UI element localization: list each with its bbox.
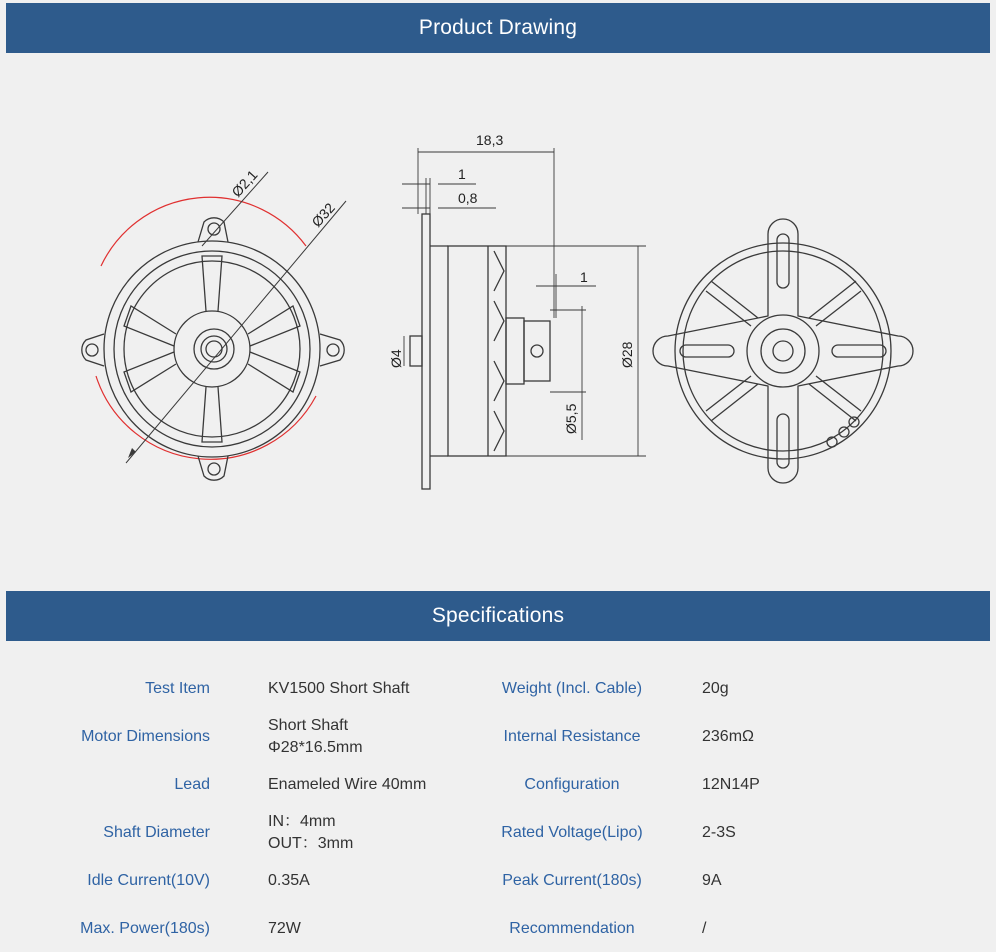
- spec-value: [268, 678, 409, 700]
- spec-value-line: 12N14P: [702, 776, 760, 793]
- spec-value: [268, 774, 426, 796]
- spec-value: [702, 678, 729, 700]
- dim-outer-diameter: Ø32: [308, 199, 338, 231]
- dim-flange-thickness: 1: [458, 166, 466, 182]
- spec-value-line: Enameled Wire 40mm: [268, 776, 427, 793]
- spec-label: Weight (Incl. Cable): [501, 680, 643, 697]
- dim-shaft-diameter: Ø4: [388, 349, 404, 368]
- specifications-header: [6, 591, 990, 641]
- spec-value-line: 236mΩ: [702, 728, 754, 745]
- spec-value-line: /: [702, 920, 707, 937]
- spec-value-line: Short Shaft: [268, 717, 349, 734]
- spec-value: [702, 870, 722, 892]
- product-drawing: [6, 56, 990, 588]
- spec-value: [268, 918, 301, 940]
- spec-row: [6, 666, 990, 712]
- spec-value: [268, 811, 353, 855]
- spec-label: Max. Power(180s): [80, 920, 210, 937]
- spec-value: [702, 726, 754, 748]
- spec-row: [6, 762, 990, 808]
- spec-value: [702, 918, 706, 940]
- product-drawing-header: [6, 3, 990, 53]
- spec-value: [268, 870, 310, 892]
- spec-label: Idle Current(10V): [87, 872, 210, 889]
- spec-label: Motor Dimensions: [81, 728, 210, 745]
- dim-flange-gap: 0,8: [458, 190, 478, 206]
- spec-label: Rated Voltage(Lipo): [501, 824, 643, 841]
- spec-value-line: 9A: [702, 872, 722, 889]
- dim-collar-diameter: Ø5,5: [563, 403, 579, 434]
- spec-value-line: IN：4mm: [268, 813, 336, 830]
- spec-label: Shaft Diameter: [103, 824, 210, 841]
- spec-value: [268, 715, 363, 759]
- product-drawing-title: Product Drawing: [418, 16, 578, 39]
- dim-total-length: 18,3: [476, 132, 504, 148]
- spec-value: [702, 822, 736, 844]
- spec-row: [6, 714, 990, 760]
- spec-label: Recommendation: [509, 920, 635, 937]
- dim-shaft-length: 1: [580, 269, 588, 285]
- spec-value-line: 72W: [268, 920, 301, 937]
- specifications-table: [6, 660, 990, 943]
- spec-row: [6, 810, 990, 856]
- spec-value-line: Φ28*16.5mm: [268, 739, 363, 756]
- spec-value: [702, 774, 760, 796]
- side-view: [402, 148, 646, 489]
- spec-value-line: OUT：3mm: [268, 835, 354, 852]
- dim-body-diameter: Ø28: [619, 341, 635, 368]
- spec-label: Internal Resistance: [503, 728, 641, 745]
- spec-row: [6, 858, 990, 904]
- rear-view: [653, 219, 913, 483]
- spec-value-line: 20g: [702, 680, 729, 697]
- spec-label: Configuration: [524, 776, 620, 793]
- spec-label: Peak Current(180s): [502, 872, 642, 889]
- spec-label: Test Item: [145, 680, 210, 697]
- front-view: [82, 172, 346, 480]
- dim-hole-diameter: Ø2,1: [228, 166, 261, 201]
- spec-row: [6, 906, 990, 952]
- spec-value-line: 2-3S: [702, 824, 736, 841]
- specifications-title: Specifications: [431, 604, 565, 627]
- spec-value-line: 0.35A: [268, 872, 310, 889]
- technical-drawing: [6, 56, 990, 588]
- spec-label: Lead: [174, 776, 210, 793]
- spec-value-line: KV1500 Short Shaft: [268, 680, 410, 697]
